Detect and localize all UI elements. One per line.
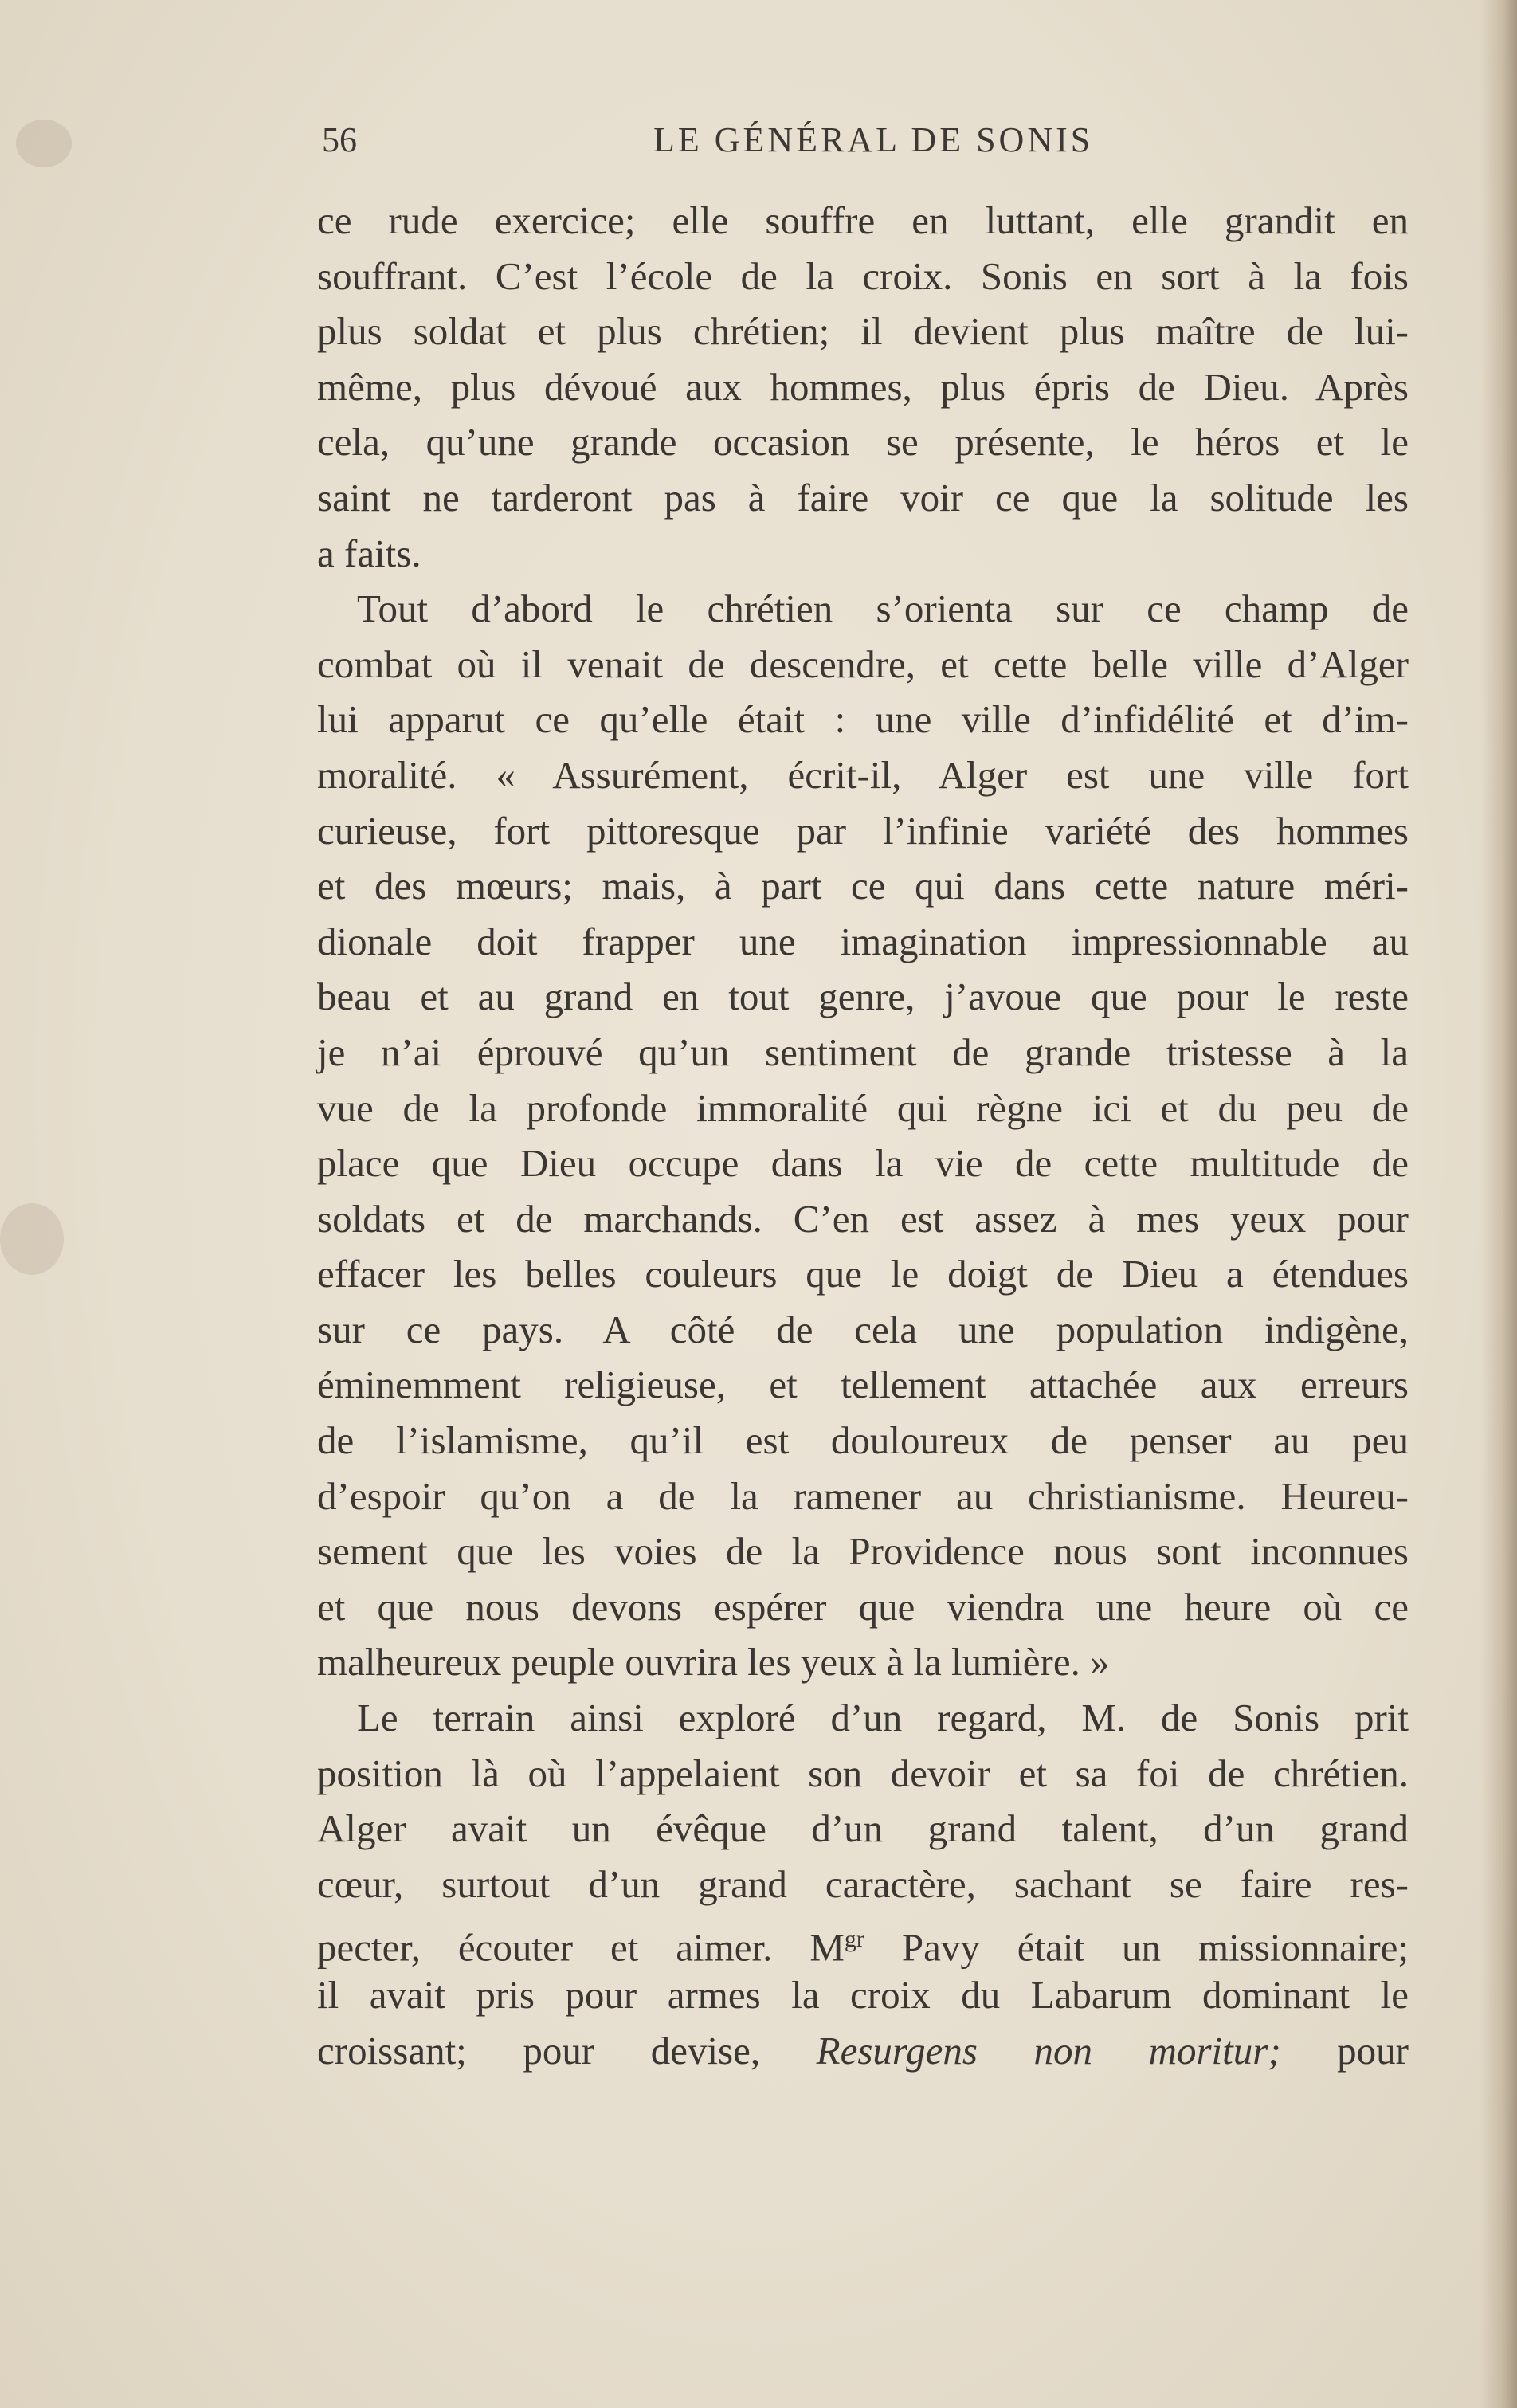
text-line: place que Dieu occupe dans la vie de cette multitude de: [317, 1141, 1409, 1186]
superscript-abbreviation: gr: [844, 1926, 864, 1953]
text-line: dionale doit frapper une imagination impressionnable au: [317, 919, 1409, 963]
page-number: 56: [322, 120, 357, 159]
text-line: d’espoir qu’on a de la ramener au christianisme. Heureu-: [317, 1473, 1409, 1518]
text-line: je n’ai éprouvé qu’un sentiment de grande tristesse à la: [317, 1029, 1409, 1074]
page-edge-shadow: [1480, 0, 1517, 2408]
text-line: position là où l’appelaient son devoir et sa foi de chrétien.: [317, 1751, 1409, 1795]
paragraph-start-line: Le terrain ainsi exploré d’un regard, M. de Sonis prit: [357, 1696, 1409, 1740]
text-line: cœur, surtout d’un grand caractère, sachant se faire res-: [317, 1861, 1409, 1906]
text-line: éminemment religieuse, et tellement attachée aux erreurs: [317, 1363, 1409, 1407]
text-line: curieuse, fort pittoresque par l’infinie variété des hommes: [317, 808, 1409, 853]
text-line: il avait pris pour armes la croix du Labarum dominant le: [317, 1973, 1409, 2017]
text-fragment: pour: [1280, 2028, 1409, 2073]
text-line: vue de la profonde immoralité qui règne ici et du peu de: [317, 1085, 1409, 1130]
latin-motto: Resurgens non moritur;: [816, 2028, 1281, 2073]
text-line: soldats et de marchands. C’en est assez à mes yeux pour: [317, 1196, 1409, 1241]
text-line: plus soldat et plus chrétien; il devient plus maître de lui-: [317, 309, 1409, 354]
text-line: effacer les belles couleurs que le doigt de Dieu a étendues: [317, 1252, 1409, 1296]
page-header: [322, 120, 1405, 167]
text-fragment: pecter, écouter et aimer. M: [317, 1925, 845, 1970]
text-line: même, plus dévoué aux hommes, plus épris de Dieu. Après: [317, 364, 1409, 409]
text-line: de l’islamisme, qu’il est douloureux de penser au peu: [317, 1418, 1409, 1463]
text-line: malheureux peuple ouvrira les yeux à la lumière. »: [317, 1640, 1110, 1684]
text-line: a faits.: [317, 531, 421, 575]
paper-stain: [16, 120, 72, 167]
text-line-mgr: [317, 1912, 1409, 1970]
text-line: et que nous devons espérer que viendra une heure où ce: [317, 1584, 1409, 1629]
text-line: combat où il venait de descendre, et cette belle ville d’Alger: [317, 641, 1409, 686]
text-line: beau et au grand en tout genre, j’avoue que pour le reste: [317, 975, 1409, 1019]
text-fragment: croissant; pour devise,: [317, 2028, 817, 2073]
text-line-motto: [317, 2023, 1409, 2079]
text-line: cela, qu’une grande occasion se présente, le héros et le: [317, 420, 1409, 465]
text-fragment: Pavy était un missionnaire;: [864, 1925, 1409, 1970]
paper-stain: [0, 1203, 64, 1275]
text-line: moralité. « Assurément, écrit-il, Alger est une ville fort: [317, 752, 1409, 797]
paragraph-start-line: Tout d’abord le chrétien s’orienta sur ce champ de: [357, 586, 1409, 631]
text-line: et des mœurs; mais, à part ce qui dans cette nature méri-: [317, 864, 1409, 908]
text-line: ce rude exercice; elle souffre en luttant, elle grandit en: [317, 198, 1409, 242]
text-line: lui apparut ce qu’elle était : une ville d’infidélité et d’im-: [317, 697, 1409, 742]
body-text: [317, 193, 1409, 2078]
text-line: saint ne tarderont pas à faire voir ce que la solitude les: [317, 475, 1409, 520]
text-line: sur ce pays. A côté de cela une population indigène,: [317, 1307, 1409, 1351]
running-title: LE GÉNÉRAL DE SONIS: [653, 120, 1094, 159]
text-line: souffrant. C’est l’école de la croix. Sonis en sort à la fois: [317, 253, 1409, 298]
text-line: sement que les voies de la Providence nous sont inconnues: [317, 1529, 1409, 1574]
text-line: Alger avait un évêque d’un grand talent, d’un grand: [317, 1806, 1409, 1851]
